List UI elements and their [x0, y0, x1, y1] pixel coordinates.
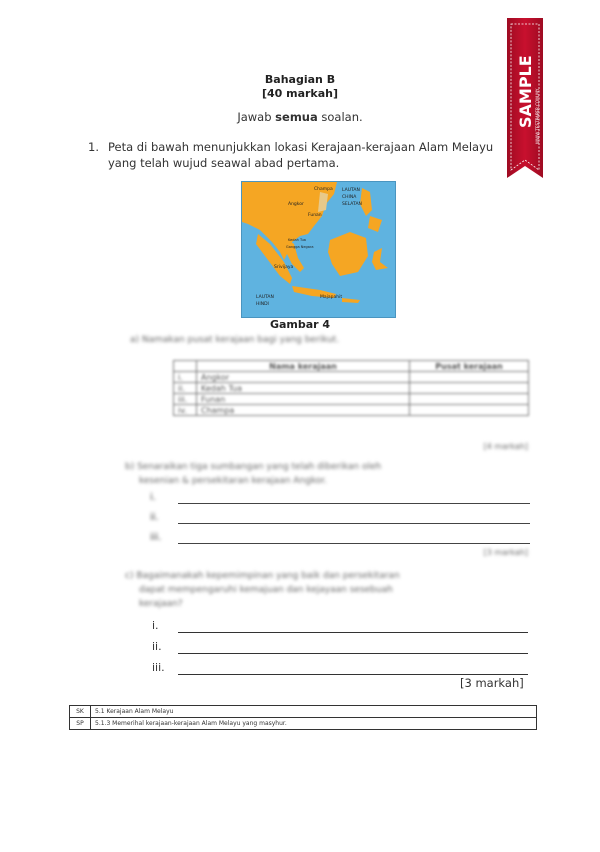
ribbon-site: WWW.TESTPAPER.COM.MY — [535, 88, 540, 144]
question-line-2: yang telah wujud seawal abad pertama. — [108, 156, 340, 170]
row-name: Kedah Tua — [197, 383, 410, 394]
table-header: Nama kerajaan — [197, 361, 410, 372]
row-answer[interactable] — [410, 405, 529, 416]
row-answer[interactable] — [410, 394, 529, 405]
table-row — [174, 372, 529, 383]
row-name: Champa — [197, 405, 410, 416]
part-c-answer-2[interactable] — [152, 640, 528, 658]
table-row — [174, 405, 529, 416]
part-c-marks: [3 markah] — [460, 676, 524, 690]
map-label-srivijaya: Srivijaya — [274, 265, 294, 270]
row-name: Angkor — [197, 372, 410, 383]
part-b-label — [125, 460, 525, 488]
part-b-answer-2[interactable] — [150, 512, 530, 526]
row-name: Funan — [197, 394, 410, 405]
row-no: ii. — [174, 383, 197, 394]
map-graphic — [242, 182, 395, 317]
map-label-champa: Champa — [314, 187, 333, 192]
answer-label: ii. — [150, 512, 159, 523]
standard-table — [69, 705, 537, 730]
part-b-answer-1[interactable] — [150, 492, 530, 506]
kingdom-table — [173, 360, 529, 416]
part-c-line-1: c) Bagaimanakah kepemimpinan yang baik dan persekitaran — [125, 571, 400, 581]
answer-label: ii. — [152, 640, 162, 653]
part-b-answer-3[interactable] — [150, 532, 530, 546]
table-row — [70, 718, 537, 730]
part-b-line-1: b) Senaraikan tiga sumbangan yang telah diberikan oleh — [125, 462, 382, 472]
row-no: i. — [174, 372, 197, 383]
part-a-label: a) Namakan pusat kerajaan bagi yang berikut. — [130, 335, 340, 345]
standard-key: SP — [70, 718, 91, 730]
table-row — [174, 383, 529, 394]
answer-label: i. — [152, 619, 159, 632]
answer-label: iii. — [152, 661, 165, 674]
map-label-gangga: Gangga Negara — [286, 245, 314, 249]
map-label-majapahit: Majapahit — [320, 295, 343, 300]
row-no: iii. — [174, 394, 197, 405]
part-a-marks: [4 markah] — [483, 442, 528, 451]
question-line-1: Peta di bawah menunjukkan lokasi Kerajaan-kerajaan Alam Melayu — [108, 140, 494, 154]
table-row — [174, 394, 529, 405]
map-label-funan: Funan — [308, 213, 322, 218]
question-number: 1. — [88, 140, 99, 154]
instruction-suffix: soalan. — [317, 110, 363, 124]
part-c-answer-1[interactable] — [152, 619, 528, 637]
southeast-asia-map — [241, 181, 396, 318]
instruction-prefix: Jawab — [237, 110, 276, 124]
instruction-bold: semua — [275, 110, 318, 124]
part-b-line-2: kesenian & persekitaran kerajaan Angkor. — [139, 476, 327, 486]
ribbon-graphic — [503, 18, 547, 188]
row-answer[interactable] — [410, 383, 529, 394]
standard-value: 5.1 Kerajaan Alam Melayu — [91, 706, 537, 718]
part-c-line-2: dapat mempengaruhi kemajuan dan kejayaan sesebuah — [139, 585, 393, 595]
part-c-label — [125, 569, 525, 611]
map-label-laut-3: SELATAN — [342, 202, 362, 207]
figure-caption: Gambar 4 — [269, 318, 331, 331]
sample-ribbon — [503, 18, 547, 188]
part-c-line-3: kerajaan? — [139, 599, 183, 609]
map-label-hindi-1: LAUTAN — [256, 295, 274, 300]
map-label-kedah: Kedah Tua — [288, 238, 306, 242]
map-label-angkor: Angkor — [288, 202, 304, 207]
standard-value: 5.1.3 Memerihal kerajaan-kerajaan Alam Melayu yang masyhur. — [91, 718, 537, 730]
map-label-laut-1: LAUTAN — [342, 188, 360, 193]
standard-key: SK — [70, 706, 91, 718]
map-label-hindi-2: HINDI — [256, 302, 269, 307]
row-answer[interactable] — [410, 372, 529, 383]
part-b-marks: [3 markah] — [483, 548, 528, 557]
ribbon-text: SAMPLE — [516, 55, 535, 128]
section-marks: [40 markah] — [261, 87, 339, 100]
answer-label: iii. — [150, 532, 162, 543]
table-row — [70, 706, 537, 718]
table-header: Pusat kerajaan — [410, 361, 529, 372]
map-label-laut-2: CHINA — [342, 195, 357, 200]
table-header — [174, 361, 197, 372]
row-no: iv. — [174, 405, 197, 416]
answer-label: i. — [150, 492, 156, 503]
section-title: Bahagian B — [264, 73, 336, 86]
